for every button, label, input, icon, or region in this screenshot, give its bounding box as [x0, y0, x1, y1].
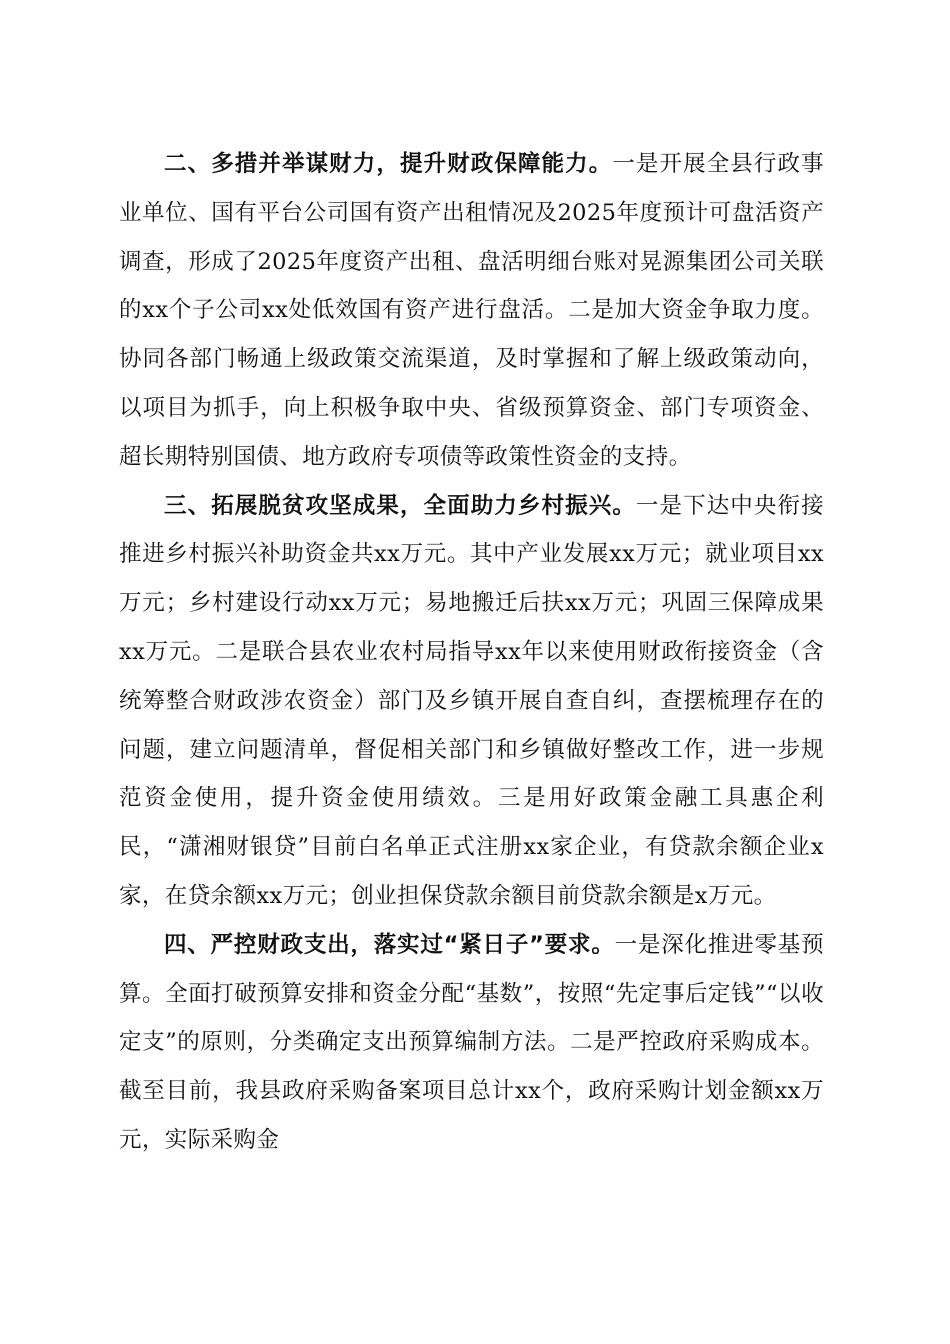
paragraph-text: 一是下达中央衔接推进乡村振兴补助资金共xx万元。其中产业发展xx万元；就业项目xx万元；乡村建设行动xx万元；易地搬迁后扶xx万元；巩固三保障成果xx万元。二是联合县农业农村局指导xx年以来使用财政衔接资金（含统筹整合财政涉农资金）部门及乡镇开展自查自纠，查摆梳理存在的问题，建立问题清单，督促相关部门和乡镇做好整改工作，进一步规范资金使用，提升资金使用绩效。三是用好政策金融工具惠企利民，“潇湘财银贷”目前白名单正式注册xx家企业，有贷款余额企业x家，在贷余额xx万元；创业担保贷款余额目前贷款余额是x万元。	[119, 492, 824, 909]
paragraph-heading: 四、严控财政支出，落实过“紧日子”要求。	[164, 931, 615, 958]
paragraph-heading: 三、拓展脱贫攻坚成果，全面助力乡村振兴。	[164, 492, 636, 519]
paragraph-heading: 二、多措并举谋财力，提升财政保障能力。	[164, 151, 613, 177]
paragraph-rural-revitalization	[119, 482, 824, 921]
paragraph-text: 一是深化推进零基预算。全面打破预算安排和资金分配“基数”，按照“先定事后定钱”“以收定支”的原则，分类确定支出预算编制方法。二是严控政府采购成本。截至目前，我县政府采购备案项目总计xx个，政府采购计划金额xx万元，实际采购金	[119, 931, 824, 1153]
paragraph-financial-capacity	[119, 140, 824, 482]
paragraph-text: 一是开展全县行政事业单位、国有平台公司国有资产出租情况及2025年度预计可盘活资产调查，形成了2025年度资产出租、盘活明细台账对晃源集团公司关联的xx个子公司xx处低效国有资产进行盘活。二是加大资金争取力度。协同各部门畅通上级政策交流渠道，及时掌握和了解上级政策动向，以项目为抓手，向上积极争取中央、省级预算资金、部门专项资金、超长期特别国债、地方政府专项债等政策性资金的支持。	[119, 151, 824, 470]
paragraph-expenditure-control	[119, 921, 824, 1165]
document-body	[119, 140, 824, 1165]
